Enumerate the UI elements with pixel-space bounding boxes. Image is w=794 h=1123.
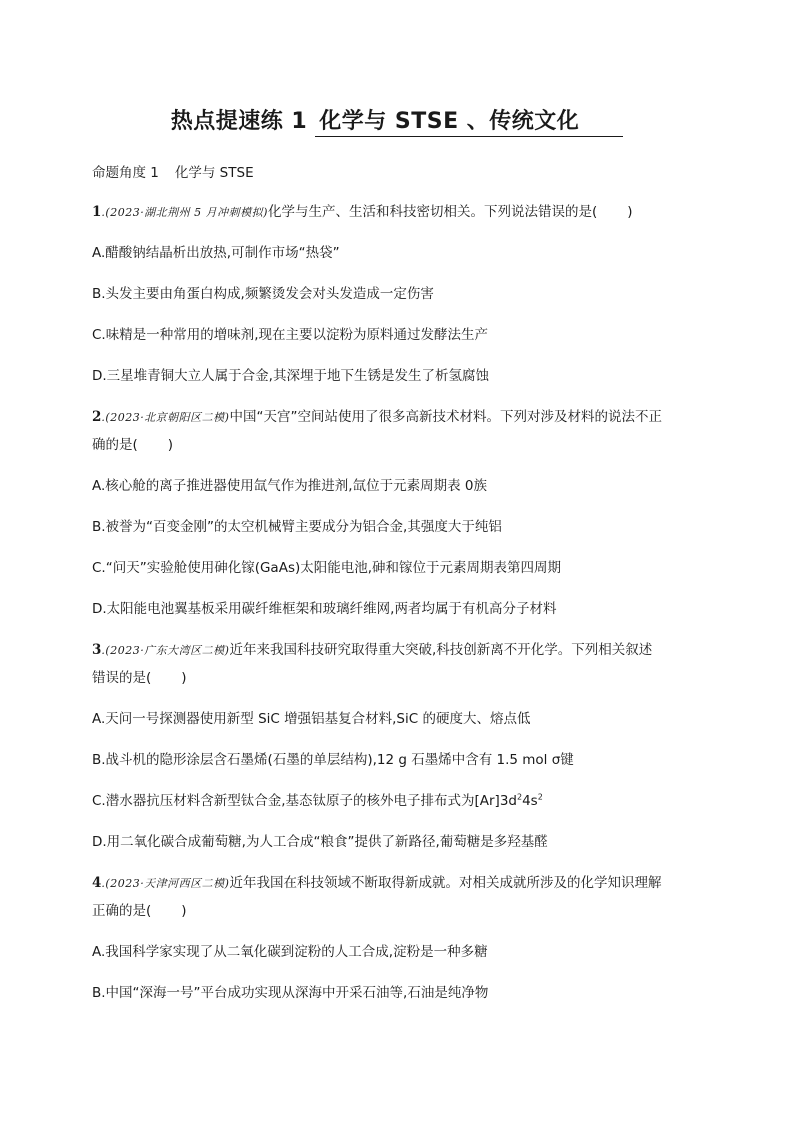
question-3-option-c xyxy=(92,792,712,810)
superscript: 2 xyxy=(517,792,523,802)
option-text: C.潜水器抗压材料含新型钛合金,基态钛原子的核外电子排布式为[Ar]3d xyxy=(92,793,517,809)
question-2-option-b: B.被誉为“百变金刚”的太空机械臂主要成分为铝合金,其强度大于纯铝 xyxy=(92,519,502,535)
question-1-option-d: D.三星堆青铜大立人属于合金,其深埋于地下生锈是发生了析氢腐蚀 xyxy=(92,368,489,384)
question-stem-text: 正确的是( xyxy=(92,903,152,919)
question-source: .(2023·北京朝阳区二模) xyxy=(101,411,230,424)
question-3-stem-cont xyxy=(92,669,712,687)
question-stem-text: 错误的是( xyxy=(92,670,152,686)
title-subtitle: 化学与 STSE 、传统文化 xyxy=(315,104,623,137)
question-3-option-a: A.天问一号探测器使用新型 SiC 增强铝基复合材料,SiC 的硬度大、熔点低 xyxy=(92,711,531,727)
question-4-stem-cont xyxy=(92,902,712,920)
question-1-option-c: C.味精是一种常用的增味剂,现在主要以淀粉为原料通过发酵法生产 xyxy=(92,327,489,343)
question-1-option-a: A.醋酸钠结晶析出放热,可制作市场“热袋” xyxy=(92,245,340,261)
question-stem-text: 中国“天宫”空间站使用了很多高新技术材料。下列对涉及材料的说法不正 xyxy=(229,409,662,425)
question-1-option-b: B.头发主要由角蛋白构成,频繁烫发会对头发造成一定伤害 xyxy=(92,286,434,302)
section-heading xyxy=(92,161,254,181)
section-name: 化学与 STSE xyxy=(174,165,254,181)
section-label: 命题角度 1 xyxy=(92,165,159,181)
answer-paren-close: ) xyxy=(167,437,174,453)
title-main: 热点提速练 1 xyxy=(170,109,308,134)
superscript: 2 xyxy=(537,792,543,802)
question-3-option-d: D.用二氧化碳合成葡萄糖,为人工合成“粮食”提供了新路径,葡萄糖是多羟基醛 xyxy=(92,834,548,850)
question-source: .(2023·广东大湾区二模) xyxy=(101,644,230,657)
question-stem-text: 确的是( xyxy=(92,437,138,453)
question-number: 4 xyxy=(92,875,102,891)
answer-paren-close: ) xyxy=(181,903,187,919)
question-2-stem xyxy=(92,408,712,427)
answer-paren-close: ) xyxy=(181,670,187,686)
question-number: 3 xyxy=(92,642,102,658)
question-1-stem xyxy=(92,203,712,222)
question-stem-text: 近年我国在科技领域不断取得新成就。对相关成就所涉及的化学知识理解 xyxy=(229,875,662,891)
question-2-option-c: C.“问天”实验舱使用砷化镓(GaAs)太阳能电池,砷和镓位于元素周期表第四周期 xyxy=(92,560,562,576)
question-4-option-a: A.我国科学家实现了从二氧化碳到淀粉的人工合成,淀粉是一种多糖 xyxy=(92,944,488,960)
question-2-option-a: A.核心舱的离子推进器使用氙气作为推进剂,氙位于元素周期表 0族 xyxy=(92,478,487,494)
question-3-stem xyxy=(92,641,712,660)
question-3-option-b: B.战斗机的隐形涂层含石墨烯(石墨的单层结构),12 g 石墨烯中含有 1.5 mol σ键 xyxy=(92,752,574,768)
question-stem-text: 近年来我国科技研究取得重大突破,科技创新离不开化学。下列相关叙述 xyxy=(229,642,653,658)
question-number: 1 xyxy=(92,204,102,220)
question-4-option-b: B.中国“深海一号”平台成功实现从深海中开采石油等,石油是纯净物 xyxy=(92,985,489,1001)
question-stem-text: 化学与生产、生活和科技密切相关。下列说法错误的是( xyxy=(267,204,598,220)
option-text-cont: 4s xyxy=(522,793,538,809)
question-2-option-d: D.太阳能电池翼基板采用碳纤维框架和玻璃纤维网,两者均属于有机高分子材料 xyxy=(92,601,557,617)
page-title xyxy=(0,104,794,137)
question-4-stem xyxy=(92,874,712,893)
question-2-stem-cont xyxy=(92,436,712,454)
question-source: .(2023·湖北荆州 5 月冲刺模拟) xyxy=(101,206,268,219)
question-number: 2 xyxy=(92,409,102,425)
question-source: .(2023·天津河西区二模) xyxy=(101,877,230,890)
answer-paren-close: ) xyxy=(627,204,633,220)
